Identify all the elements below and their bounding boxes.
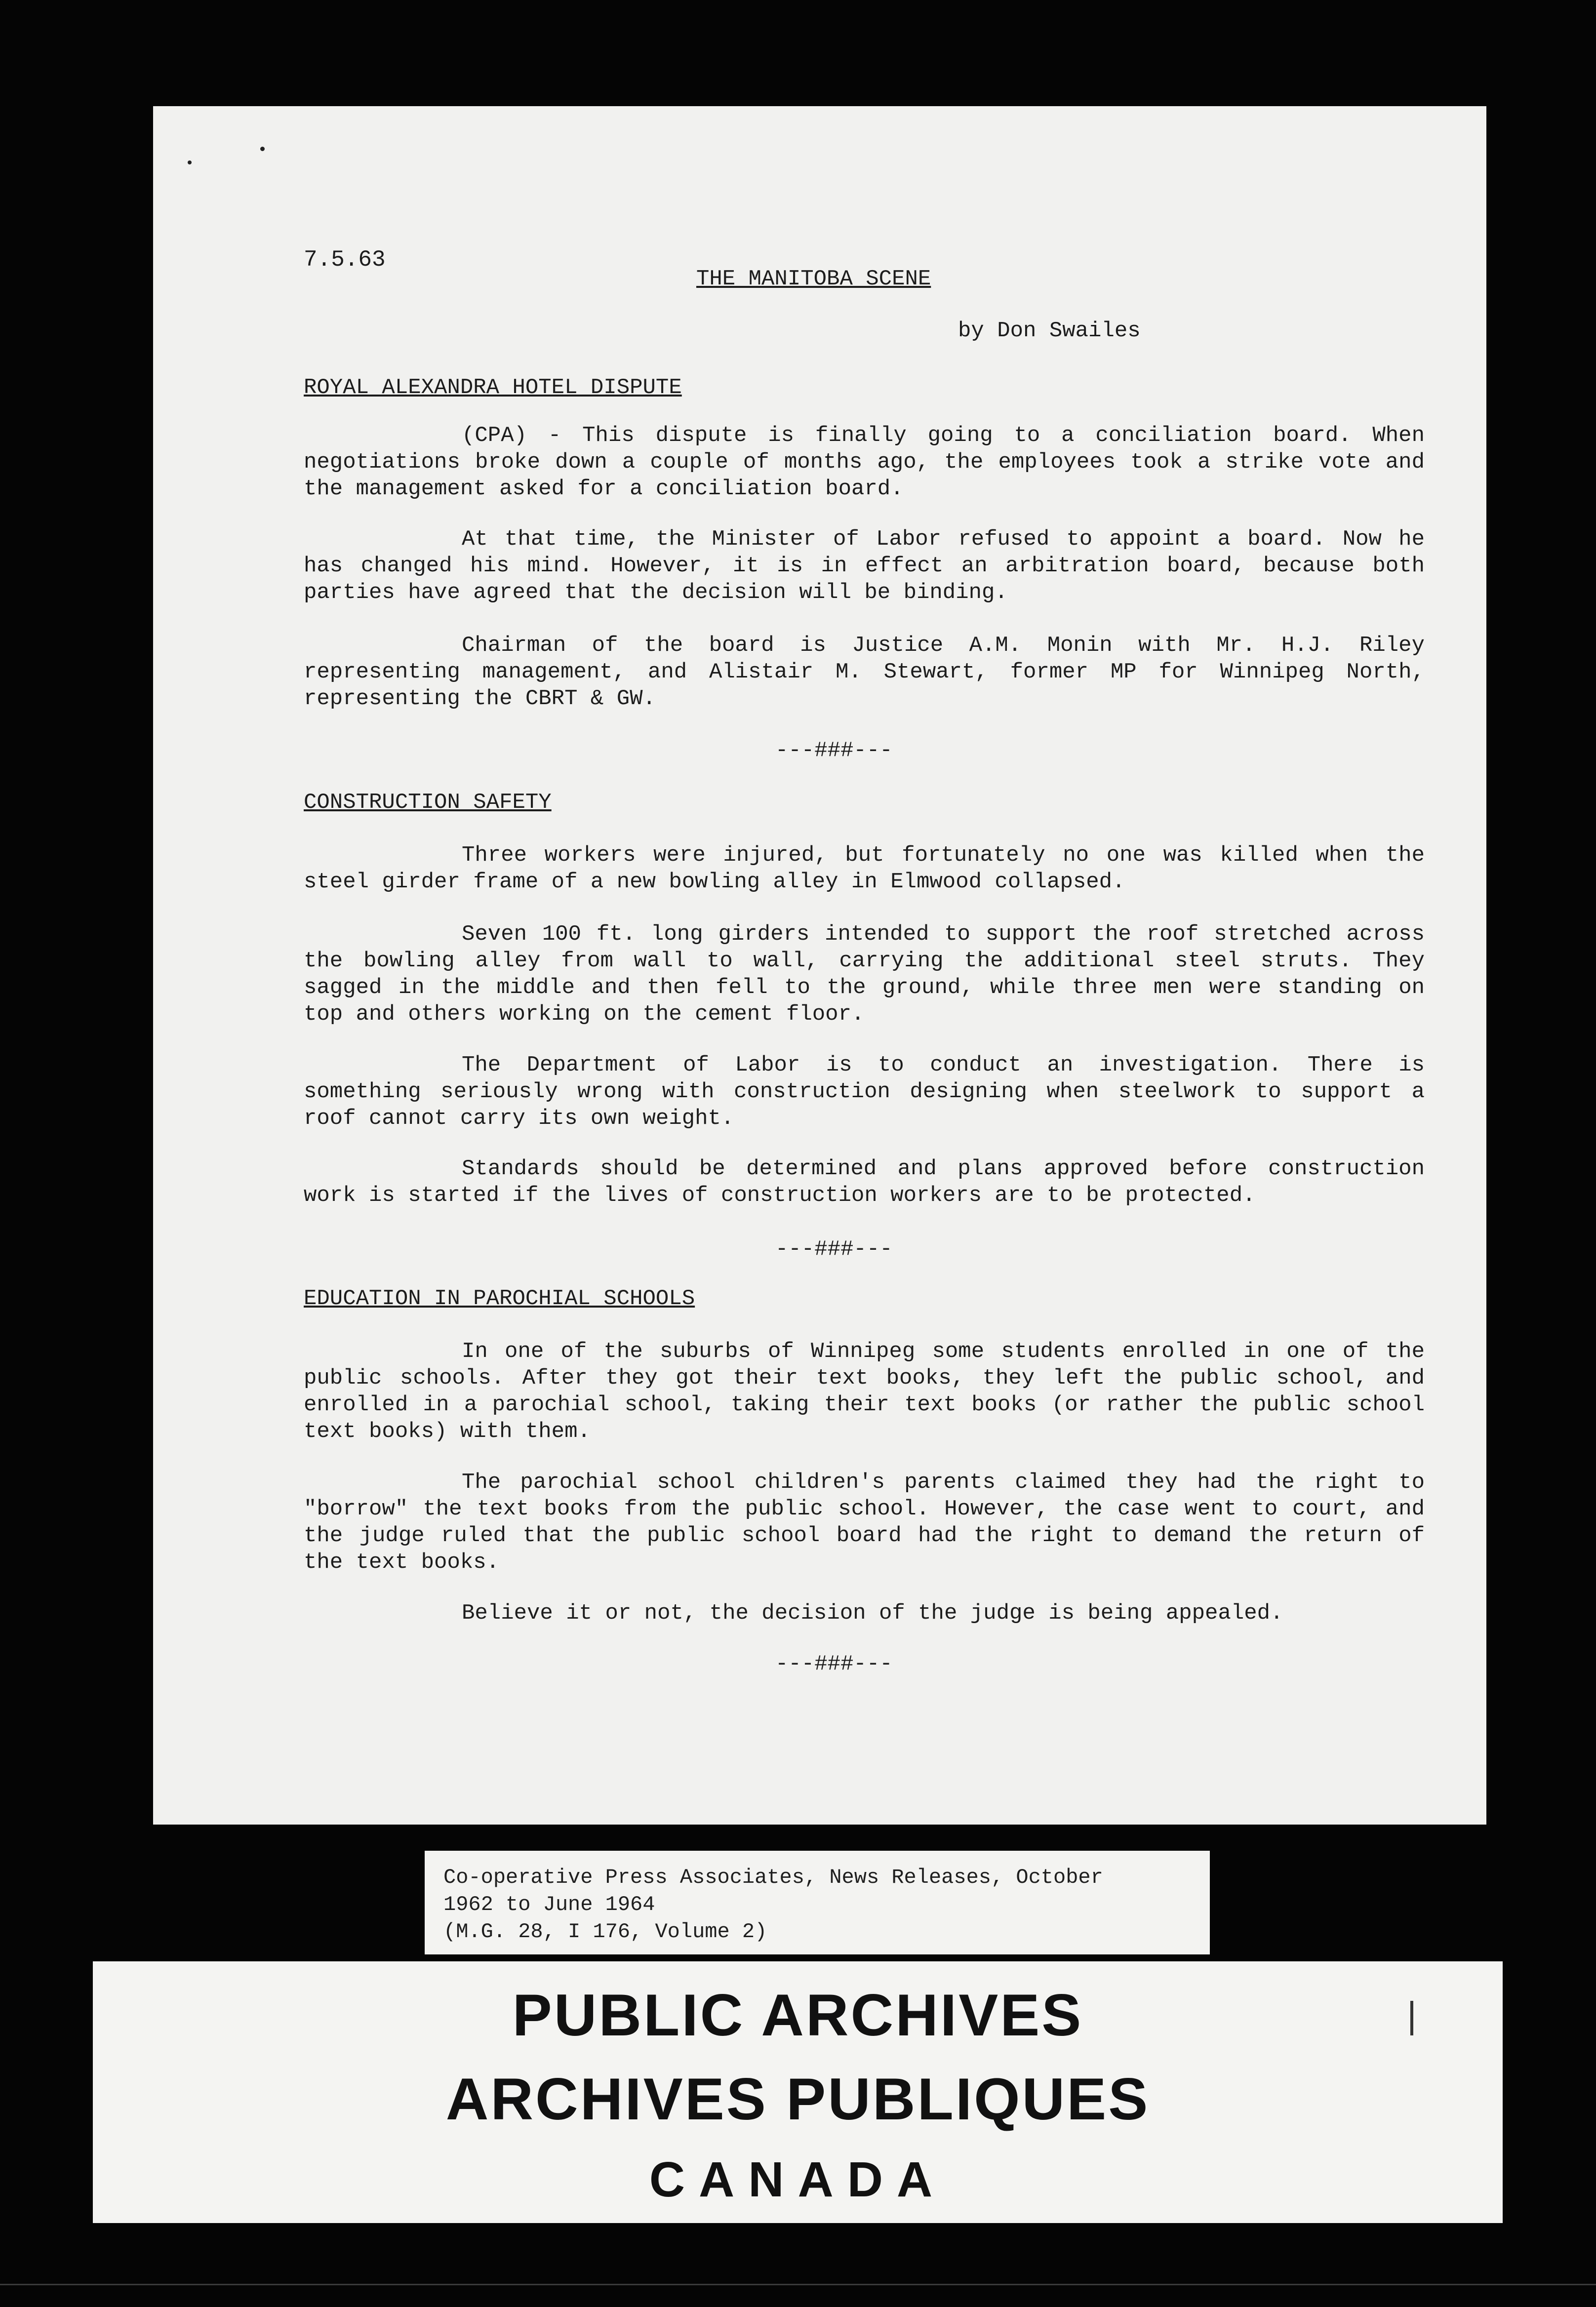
section-paragraph: Believe it or not, the decision of the judge is being appealed. [462,1601,1283,1626]
stamp-line-french: ARCHIVES PUBLIQUES [445,2066,1150,2132]
section-paragraph: In one of the suburbs of Winnipeg some students enrolled in one of the public schools. After they got their text books, they left the public school, and enrolled in a parochial school, taking their text books (or rather the public school text books) with them. [304,1339,1425,1444]
document-page [153,106,1486,1825]
archive-label-line: (M.G. 28, I 176, Volume 2) [443,1920,767,1944]
section-paragraph: (CPA) - This dispute is finally going to a conciliation board. When negotiations broke down a couple of months ago, the employees took a strike vote and the management asked for a conciliation board. [304,423,1425,501]
speck-mark [188,160,192,164]
section-paragraph: The Department of Labor is to conduct an investigation. There is something seriously wrong with construction designing when steelwork to support a roof cannot carry its own weight. [304,1053,1425,1131]
document-byline: by Don Swailes [958,318,1141,343]
section-separator: ---###--- [775,738,893,763]
section-paragraph: Standards should be determined and plans approved before construction work is started if the lives of construction workers are to be protected. [304,1156,1425,1208]
public-archives-stamp [93,1961,1503,2223]
section-paragraph: The parochial school children's parents claimed they had the right to "borrow" the text books from the public school. However, the case went to court, and the judge ruled that the public school board had the right to demand the return of the text books. [304,1470,1425,1575]
archive-label-line: 1962 to June 1964 [443,1893,655,1916]
section-paragraph: At that time, the Minister of Labor refused to appoint a board. Now he has changed his mind. However, it is in effect an arbitration board, because both parties have agreed that the decision will be binding. [304,527,1425,605]
archive-reference-label [425,1851,1210,1954]
stamp-line-country: CANADA [649,2152,947,2207]
section-paragraph: Seven 100 ft. long girders intended to support the roof stretched across the bowling alley from wall to wall, carrying the additional steel struts. They sagged in the middle and then fell to the ground, while three men were standing on top and others working on the cement floor. [304,922,1425,1027]
section-heading: EDUCATION IN PAROCHIAL SCHOOLS [304,1286,695,1311]
film-edge-line [0,2284,1596,2285]
stamp-line-english: PUBLIC ARCHIVES [512,1982,1083,2048]
section-separator: ---###--- [775,1652,893,1676]
document-title: THE MANITOBA SCENE [696,267,931,291]
section-paragraph: Three workers were injured, but fortunately no one was killed when the steel girder frame of a new bowling alley in Elmwood collapsed. [304,843,1425,894]
section-separator: ---###--- [775,1237,893,1262]
archive-label-line: Co-operative Press Associates, News Releases, October [443,1866,1103,1889]
speck-mark [260,147,265,151]
section-paragraph: Chairman of the board is Justice A.M. Monin with Mr. H.J. Riley representing management, and Alistair M. Stewart, former MP for Winnipeg North, representing the CBRT & GW. [304,633,1425,711]
section-heading: CONSTRUCTION SAFETY [304,790,552,815]
document-date: 7.5.63 [304,247,386,273]
section-heading: ROYAL ALEXANDRA HOTEL DISPUTE [304,375,682,400]
